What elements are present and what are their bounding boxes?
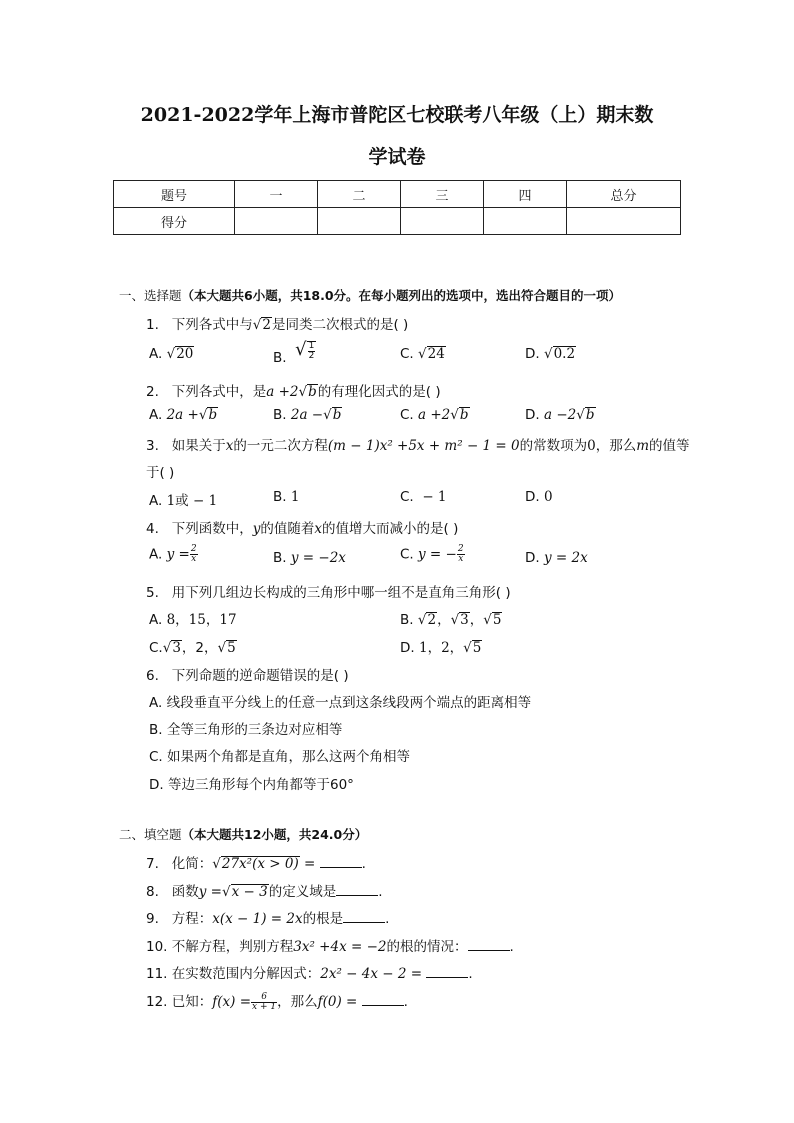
option-value: 如果两个角都是直角，那么这两个角相等 [167, 749, 411, 765]
math-expr: y = 2x [543, 550, 588, 566]
q1-option-b[interactable] [273, 339, 316, 366]
option-label: B. [273, 489, 287, 505]
question-text: . [468, 966, 473, 982]
q3-option-d[interactable] [525, 489, 553, 505]
q1-option-c[interactable] [400, 346, 446, 362]
sqrt-symbol: √ [483, 612, 492, 628]
q6-option-a[interactable] [149, 691, 531, 711]
option-label: A. [149, 546, 163, 563]
q5-option-c[interactable] [149, 636, 237, 656]
question-1 [146, 313, 408, 333]
radicand [307, 341, 317, 361]
option-label: D. [525, 407, 540, 423]
fraction [251, 993, 277, 1012]
question-text: 用下列几组边长构成的三角形中哪一组不是直角三角形( ) [171, 585, 511, 601]
math-var: x [314, 521, 323, 537]
question-text: 下列各式中与 [171, 317, 253, 333]
question-text: 的根是 [302, 911, 344, 927]
question-2 [146, 380, 441, 400]
radicand: b [332, 407, 342, 423]
question-text: 下列命题的逆命题错误的是( ) [171, 668, 349, 684]
question-text: 的有理化因式的是( ) [317, 384, 441, 400]
sqrt-symbol: √ [417, 612, 427, 628]
option-value: − 1 [422, 489, 447, 505]
option-label: C. [400, 489, 414, 505]
sqrt-symbol: √ [217, 640, 227, 656]
q3-option-a[interactable] [149, 489, 217, 509]
question-text: 的一元二次方程 [233, 438, 328, 454]
question-11 [146, 962, 473, 982]
section2-label: 二、填空题 [119, 827, 182, 842]
q6-option-c[interactable] [149, 745, 410, 765]
math-expr: 3x² +4x = −2 [293, 939, 387, 955]
math-expr: a +2 [418, 407, 451, 423]
radicand: x − 3 [231, 884, 268, 900]
option-label: A. [149, 407, 163, 423]
math-expr: f(0) = [317, 994, 358, 1010]
answer-blank[interactable] [320, 855, 362, 868]
math-expr: 2a + [166, 407, 199, 423]
question-number: 2. [146, 384, 159, 400]
section1-heading [119, 286, 621, 304]
math-num: 0 [587, 438, 596, 454]
math-expr: = [299, 856, 320, 872]
radicand: 5 [227, 640, 236, 656]
math-expr: y = −2x [290, 550, 346, 566]
score-row-label: 得分 [114, 208, 235, 235]
q4-option-b[interactable] [273, 550, 346, 566]
option-label: D. [525, 346, 540, 362]
option-value: 全等三角形的三条边对应相等 [166, 722, 343, 738]
radicand: b [308, 384, 317, 400]
sqrt-symbol: √ [198, 407, 208, 423]
question-text: 是同类二次根式的是( ) [271, 317, 409, 333]
score-header-cell: 四 [484, 181, 567, 208]
exam-title-line1: 2021-2022学年上海市普陀区七校联考八年级（上）期末数 [140, 104, 654, 126]
option-value: 线段垂直平分线上的任意一点到这条线段两个端点的距离相等 [166, 695, 532, 711]
sqrt-symbol: √ [252, 317, 262, 333]
option-label: D. [149, 777, 164, 793]
question-text: 的根的情况： [386, 939, 468, 955]
question-text: 的定义域是 [268, 884, 337, 900]
option-value: 1 [290, 489, 300, 505]
numerator: 6 [251, 993, 277, 1003]
radicand: 3 [460, 612, 469, 628]
answer-blank[interactable] [468, 938, 510, 951]
question-text: 下列各式中，是 [171, 384, 267, 400]
radicand: b [585, 407, 595, 423]
option-label: D. [525, 550, 540, 566]
question-number: 11. [146, 966, 168, 982]
option-label: C. [149, 749, 163, 765]
option-label: A. [149, 612, 163, 628]
score-table [113, 180, 681, 235]
answer-blank[interactable] [343, 910, 385, 923]
separator: ， [469, 612, 484, 628]
option-label: A. [149, 346, 163, 362]
question-number: 12. [146, 994, 168, 1010]
option-label: A. [149, 493, 163, 509]
radicand: b [208, 407, 218, 423]
option-label: D. [400, 640, 415, 656]
radicand: b [459, 407, 469, 423]
question-number: 6. [146, 668, 159, 684]
math-expr: a −2 [543, 407, 577, 423]
math-var: m [636, 438, 650, 454]
q6-option-b[interactable] [149, 718, 342, 738]
radicand: 3 [172, 640, 181, 656]
option-value: 等边三角形每个内角都等于60° [167, 777, 354, 793]
q2-option-a[interactable] [149, 407, 218, 423]
q4-option-d[interactable] [525, 550, 588, 566]
q6-option-d[interactable] [149, 773, 354, 793]
question-text: . [403, 994, 408, 1010]
question-text: ，那么 [277, 994, 318, 1010]
answer-blank[interactable] [336, 883, 378, 896]
fraction [457, 545, 465, 564]
option-label: C. [400, 407, 414, 423]
question-text: 不解方程，判别方程 [171, 939, 294, 955]
question-3-continued: 于( ) [146, 465, 175, 481]
denominator: x [191, 554, 197, 564]
question-number: 1. [146, 317, 159, 333]
radicand: 0.2 [553, 346, 576, 362]
sqrt-symbol: √ [222, 884, 231, 900]
separator: ， [437, 612, 451, 628]
question-number: 9. [146, 911, 159, 927]
sqrt-symbol: √ [166, 346, 176, 362]
option-label: B. [273, 350, 287, 366]
math-expr: (m − 1)x² +5x + m² − 1 = 0 [327, 438, 520, 454]
answer-blank[interactable] [426, 965, 468, 978]
denominator: x + 1 [252, 1001, 277, 1012]
question-9 [146, 907, 389, 927]
option-label: D. [525, 489, 540, 505]
question-4 [146, 517, 458, 537]
fraction [308, 342, 316, 361]
fraction [190, 545, 198, 564]
sqrt-symbol: √ [463, 640, 472, 656]
question-number: 3. [146, 438, 159, 454]
question-text: 化简： [171, 856, 213, 872]
score-cell[interactable] [318, 208, 401, 235]
question-7 [146, 852, 366, 872]
math-expr: y = [166, 546, 190, 563]
question-number: 7. [146, 856, 159, 872]
question-number: 5. [146, 585, 159, 601]
option-label: B. [273, 550, 287, 566]
exam-title-line2: 学试卷 [368, 146, 426, 168]
score-header-cell: 总分 [567, 181, 681, 208]
question-text: 方程： [171, 911, 213, 927]
question-text: 已知： [171, 994, 213, 1010]
q2-option-b[interactable] [273, 407, 342, 423]
answer-blank[interactable] [362, 993, 404, 1006]
radicand: 20 [176, 346, 194, 362]
q2-option-d[interactable] [525, 407, 596, 423]
sqrt-symbol: √ [295, 339, 307, 360]
question-5 [146, 581, 511, 601]
q5-option-d[interactable] [400, 636, 482, 656]
sqrt-symbol: √ [162, 640, 172, 656]
question-text: 的值随着 [260, 521, 315, 537]
question-text: 如果关于 [171, 438, 226, 454]
option-label: B. [149, 722, 163, 738]
sqrt-symbol: √ [298, 384, 308, 400]
question-text: 函数 [171, 884, 199, 900]
q4-option-c[interactable] [400, 545, 465, 564]
sqrt-symbol: √ [450, 407, 459, 423]
score-table-score-row [114, 208, 681, 235]
question-text: 下列函数中， [171, 521, 253, 537]
option-label: C. [400, 546, 414, 563]
question-text: 在实数范围内分解因式： [171, 966, 321, 982]
option-label: B. [400, 612, 414, 628]
option-value: ，2， [181, 640, 218, 656]
question-text: . [385, 911, 390, 927]
question-number: 10. [146, 939, 168, 955]
sqrt-symbol: √ [450, 612, 460, 628]
score-cell[interactable] [484, 208, 567, 235]
section2-info: （本大题共12小题，共24.0分） [181, 827, 368, 842]
math-expr: f(x) = [212, 994, 252, 1010]
radicand: 2 [427, 612, 437, 628]
question-8 [146, 880, 383, 900]
score-cell[interactable] [401, 208, 484, 235]
score-cell[interactable] [235, 208, 318, 235]
math-expr: 2a − [290, 407, 324, 423]
section2-heading [119, 825, 367, 843]
math-expr: y = − [418, 546, 457, 563]
radicand: 27x²(x > 0) [221, 856, 299, 872]
score-header-cell: 三 [401, 181, 484, 208]
radicand: 5 [472, 640, 482, 656]
question-10 [146, 935, 514, 955]
q5-option-a[interactable] [149, 608, 237, 628]
math-var: y [252, 521, 261, 537]
q1-option-a[interactable] [149, 346, 194, 362]
math-expr: x(x − 1) = 2x [212, 911, 303, 927]
q4-option-a[interactable] [149, 545, 198, 564]
math-var: x [225, 438, 234, 454]
question-number: 4. [146, 521, 159, 537]
q2-option-c[interactable] [400, 407, 470, 423]
math-expr: y = [198, 884, 222, 900]
score-header-cell: 二 [318, 181, 401, 208]
option-label: A. [149, 695, 163, 711]
score-table-header-row [114, 181, 681, 208]
radicand: 2 [262, 317, 271, 333]
sqrt-symbol: √ [576, 407, 585, 423]
sqrt-symbol: √ [418, 346, 427, 362]
option-value: 8，15，17 [166, 612, 237, 628]
radicand: 5 [492, 612, 502, 628]
option-value: 0 [543, 489, 553, 505]
score-header-cell: 一 [235, 181, 318, 208]
section1-label: 一、选择题 [119, 288, 182, 303]
question-text: ，那么 [595, 438, 637, 454]
numerator: 1 [308, 341, 315, 351]
q5-option-b[interactable] [400, 608, 502, 628]
option-label: B. [273, 407, 287, 423]
question-text: 的常数项为 [519, 438, 588, 454]
denominator: 2 [308, 351, 315, 361]
option-label: C. [149, 640, 163, 656]
option-label: C. [400, 346, 414, 362]
question-6 [146, 664, 349, 684]
option-value: 1或 − 1 [166, 493, 218, 509]
question-text: 的值等 [649, 438, 690, 454]
question-text: . [361, 856, 366, 872]
question-12 [146, 990, 408, 1012]
q1-option-d[interactable] [525, 346, 576, 362]
question-text: . [509, 939, 514, 955]
question-number: 8. [146, 884, 159, 900]
denominator: x [458, 554, 464, 564]
sqrt-symbol: √ [543, 346, 553, 362]
score-header-cell: 题号 [114, 181, 235, 208]
math-expr: a +2 [266, 384, 299, 400]
radicand: 24 [427, 346, 445, 362]
section1-info: （本大题共6小题，共18.0分。在每小题列出的选项中，选出符合题目的一项） [181, 288, 622, 303]
sqrt-symbol: √ [212, 856, 221, 872]
numerator: 2 [190, 544, 197, 554]
math-expr: 2x² − 4x − 2 = [320, 966, 423, 982]
score-cell[interactable] [567, 208, 681, 235]
question-text: 的值增大而减小的是( ) [322, 521, 459, 537]
numerator: 2 [457, 544, 464, 554]
question-text: . [378, 884, 383, 900]
sqrt-symbol: √ [323, 407, 332, 423]
q3-option-b[interactable] [273, 489, 299, 505]
question-3 [146, 434, 690, 454]
q3-option-c[interactable] [400, 489, 447, 505]
option-value: 1，2， [418, 640, 464, 656]
